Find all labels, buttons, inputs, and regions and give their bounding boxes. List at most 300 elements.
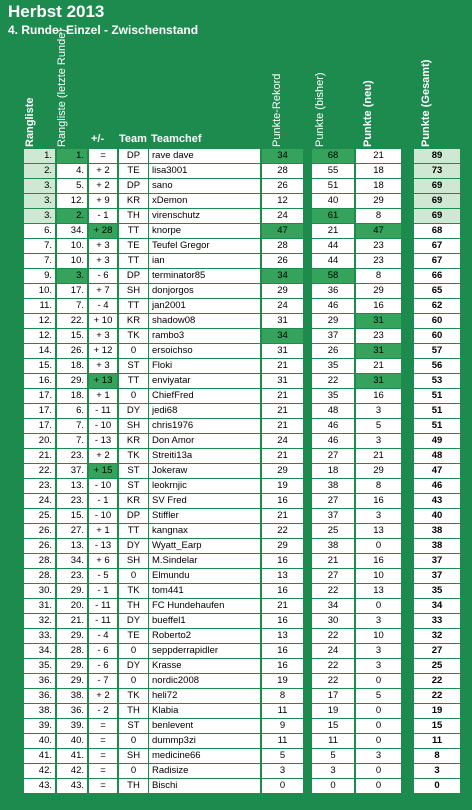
cell-team: ST xyxy=(119,479,148,493)
cell-gesamt: 46 xyxy=(414,479,460,493)
cell-name: Radisize xyxy=(149,764,260,778)
cell-bisher: 26 xyxy=(312,344,354,358)
cell-diff: + 15 xyxy=(89,464,117,478)
cell-prev: 36. xyxy=(57,704,87,718)
cell-neu: 3 xyxy=(356,644,401,658)
table-row xyxy=(0,314,472,329)
cell-neu: 0 xyxy=(356,719,401,733)
cell-bisher: 46 xyxy=(312,419,354,433)
table-row xyxy=(0,359,472,374)
cell-prev: 43. xyxy=(57,779,87,793)
table-row xyxy=(0,209,472,224)
cell-name: Don Amor xyxy=(149,434,260,448)
cell-gesamt: 43 xyxy=(414,494,460,508)
cell-rank: 12. xyxy=(24,314,55,328)
cell-team: TK xyxy=(119,584,148,598)
cell-gesamt: 69 xyxy=(414,209,460,223)
cell-prev: 6. xyxy=(57,404,87,418)
cell-gesamt: 32 xyxy=(414,629,460,643)
cell-prev: 23. xyxy=(57,569,87,583)
cell-rekord: 9 xyxy=(262,719,303,733)
cell-team: 0 xyxy=(119,389,148,403)
cell-bisher: 48 xyxy=(312,404,354,418)
table-row xyxy=(0,734,472,749)
header-rangliste-letzte: Rangliste (letzte Runde) xyxy=(56,28,68,147)
cell-neu: 13 xyxy=(356,524,401,538)
table-row xyxy=(0,374,472,389)
cell-team: TT xyxy=(119,254,148,268)
cell-bisher: 18 xyxy=(312,464,354,478)
cell-neu: 3 xyxy=(356,434,401,448)
table-row xyxy=(0,149,472,164)
cell-neu: 16 xyxy=(356,494,401,508)
cell-prev: 10. xyxy=(57,254,87,268)
cell-diff: - 10 xyxy=(89,509,117,523)
cell-rank: 35. xyxy=(24,659,55,673)
cell-rekord: 28 xyxy=(262,239,303,253)
cell-rekord: 12 xyxy=(262,194,303,208)
cell-rekord: 16 xyxy=(262,644,303,658)
cell-rank: 31. xyxy=(24,599,55,613)
cell-rank: 12. xyxy=(24,329,55,343)
table-row xyxy=(0,224,472,239)
cell-diff: = xyxy=(89,749,117,763)
cell-neu: 3 xyxy=(356,404,401,418)
table-row xyxy=(0,704,472,719)
cell-bisher: 58 xyxy=(312,269,354,283)
cell-neu: 0 xyxy=(356,539,401,553)
cell-diff: + 3 xyxy=(89,254,117,268)
cell-diff: - 4 xyxy=(89,629,117,643)
cell-rank: 10. xyxy=(24,284,55,298)
cell-name: terminator85 xyxy=(149,269,260,283)
cell-team: 0 xyxy=(119,674,148,688)
cell-name: seppderrapidler xyxy=(149,644,260,658)
cell-rekord: 16 xyxy=(262,494,303,508)
cell-rekord: 16 xyxy=(262,659,303,673)
table-row xyxy=(0,239,472,254)
table-row xyxy=(0,569,472,584)
cell-bisher: 44 xyxy=(312,239,354,253)
cell-neu: 0 xyxy=(356,764,401,778)
cell-gesamt: 0 xyxy=(414,779,460,793)
cell-rank: 17. xyxy=(24,404,55,418)
cell-rekord: 47 xyxy=(262,224,303,238)
cell-neu: 0 xyxy=(356,599,401,613)
cell-prev: 40. xyxy=(57,734,87,748)
cell-prev: 5. xyxy=(57,179,87,193)
header-neu: Punkte (neu) xyxy=(362,80,374,147)
header-diff: +/- xyxy=(91,133,105,145)
cell-team: TT xyxy=(119,299,148,313)
cell-diff: - 11 xyxy=(89,404,117,418)
cell-prev: 12. xyxy=(57,194,87,208)
cell-neu: 47 xyxy=(356,224,401,238)
cell-prev: 39. xyxy=(57,719,87,733)
cell-gesamt: 11 xyxy=(414,734,460,748)
cell-diff: + 3 xyxy=(89,329,117,343)
cell-bisher: 21 xyxy=(312,554,354,568)
cell-gesamt: 33 xyxy=(414,614,460,628)
table-row xyxy=(0,554,472,569)
cell-bisher: 11 xyxy=(312,734,354,748)
cell-gesamt: 51 xyxy=(414,404,460,418)
cell-neu: 29 xyxy=(356,284,401,298)
cell-team: KR xyxy=(119,314,148,328)
cell-bisher: 22 xyxy=(312,374,354,388)
cell-bisher: 19 xyxy=(312,704,354,718)
cell-name: rave dave xyxy=(149,149,260,163)
cell-neu: 31 xyxy=(356,314,401,328)
cell-gesamt: 62 xyxy=(414,299,460,313)
cell-bisher: 40 xyxy=(312,194,354,208)
cell-diff: = xyxy=(89,764,117,778)
cell-rekord: 26 xyxy=(262,254,303,268)
cell-rekord: 21 xyxy=(262,449,303,463)
cell-team: SH xyxy=(119,419,148,433)
cell-name: bueffel1 xyxy=(149,614,260,628)
cell-name: enviyatar xyxy=(149,374,260,388)
cell-name: sano xyxy=(149,179,260,193)
cell-bisher: 27 xyxy=(312,569,354,583)
cell-name: ian xyxy=(149,254,260,268)
cell-diff: - 7 xyxy=(89,674,117,688)
cell-rekord: 13 xyxy=(262,569,303,583)
cell-rank: 34. xyxy=(24,644,55,658)
cell-prev: 28. xyxy=(57,644,87,658)
cell-team: TT xyxy=(119,524,148,538)
cell-team: 0 xyxy=(119,644,148,658)
cell-prev: 1. xyxy=(57,149,87,163)
cell-neu: 31 xyxy=(356,344,401,358)
cell-rekord: 13 xyxy=(262,629,303,643)
cell-gesamt: 25 xyxy=(414,659,460,673)
cell-bisher: 38 xyxy=(312,479,354,493)
cell-neu: 0 xyxy=(356,734,401,748)
cell-rank: 38. xyxy=(24,704,55,718)
cell-bisher: 44 xyxy=(312,254,354,268)
cell-diff: + 10 xyxy=(89,314,117,328)
cell-neu: 23 xyxy=(356,254,401,268)
cell-team: TH xyxy=(119,779,148,793)
cell-rank: 26. xyxy=(24,539,55,553)
cell-name: donjorgos xyxy=(149,284,260,298)
cell-prev: 15. xyxy=(57,509,87,523)
cell-rank: 23. xyxy=(24,479,55,493)
cell-team: SH xyxy=(119,554,148,568)
header-team: Team xyxy=(119,133,147,145)
cell-gesamt: 51 xyxy=(414,419,460,433)
cell-prev: 42. xyxy=(57,764,87,778)
cell-gesamt: 51 xyxy=(414,389,460,403)
cell-diff: - 11 xyxy=(89,614,117,628)
cell-neu: 18 xyxy=(356,164,401,178)
cell-prev: 10. xyxy=(57,239,87,253)
cell-rekord: 22 xyxy=(262,524,303,538)
cell-prev: 7. xyxy=(57,419,87,433)
cell-prev: 38. xyxy=(57,689,87,703)
table-row xyxy=(0,779,472,794)
cell-gesamt: 69 xyxy=(414,179,460,193)
cell-rank: 28. xyxy=(24,569,55,583)
cell-name: Stiffler xyxy=(149,509,260,523)
cell-neu: 5 xyxy=(356,689,401,703)
cell-gesamt: 67 xyxy=(414,254,460,268)
cell-bisher: 36 xyxy=(312,284,354,298)
cell-gesamt: 60 xyxy=(414,314,460,328)
cell-rekord: 5 xyxy=(262,749,303,763)
cell-diff: - 1 xyxy=(89,494,117,508)
cell-bisher: 55 xyxy=(312,164,354,178)
cell-bisher: 17 xyxy=(312,689,354,703)
cell-gesamt: 73 xyxy=(414,164,460,178)
cell-diff: + 2 xyxy=(89,449,117,463)
cell-name: ersoichso xyxy=(149,344,260,358)
cell-prev: 34. xyxy=(57,224,87,238)
cell-rekord: 3 xyxy=(262,764,303,778)
cell-bisher: 22 xyxy=(312,674,354,688)
table-row xyxy=(0,599,472,614)
table-row xyxy=(0,749,472,764)
cell-rekord: 28 xyxy=(262,164,303,178)
cell-neu: 31 xyxy=(356,374,401,388)
table-row xyxy=(0,254,472,269)
cell-rank: 22. xyxy=(24,464,55,478)
table-row xyxy=(0,674,472,689)
cell-rekord: 19 xyxy=(262,674,303,688)
cell-rekord: 11 xyxy=(262,734,303,748)
cell-diff: + 28 xyxy=(89,224,117,238)
cell-neu: 0 xyxy=(356,674,401,688)
cell-rekord: 24 xyxy=(262,299,303,313)
cell-diff: - 13 xyxy=(89,434,117,448)
cell-prev: 26. xyxy=(57,344,87,358)
cell-rekord: 8 xyxy=(262,689,303,703)
cell-diff: + 7 xyxy=(89,284,117,298)
cell-neu: 16 xyxy=(356,299,401,313)
cell-rekord: 26 xyxy=(262,179,303,193)
cell-rekord: 19 xyxy=(262,479,303,493)
cell-rekord: 31 xyxy=(262,374,303,388)
cell-name: Floki xyxy=(149,359,260,373)
cell-neu: 16 xyxy=(356,389,401,403)
table-row xyxy=(0,494,472,509)
cell-rank: 6. xyxy=(24,224,55,238)
cell-team: TE xyxy=(119,239,148,253)
cell-rank: 40. xyxy=(24,734,55,748)
cell-diff: + 2 xyxy=(89,179,117,193)
cell-prev: 29. xyxy=(57,659,87,673)
table-row xyxy=(0,659,472,674)
cell-team: KR xyxy=(119,434,148,448)
cell-gesamt: 49 xyxy=(414,434,460,448)
cell-rank: 2. xyxy=(24,164,55,178)
cell-gesamt: 8 xyxy=(414,749,460,763)
cell-bisher: 22 xyxy=(312,584,354,598)
cell-bisher: 34 xyxy=(312,599,354,613)
cell-rekord: 34 xyxy=(262,329,303,343)
cell-gesamt: 48 xyxy=(414,449,460,463)
cell-name: jedi68 xyxy=(149,404,260,418)
cell-bisher: 46 xyxy=(312,299,354,313)
cell-neu: 21 xyxy=(356,449,401,463)
cell-diff: - 1 xyxy=(89,209,117,223)
cell-diff: - 10 xyxy=(89,419,117,433)
cell-rank: 41. xyxy=(24,749,55,763)
cell-rank: 36. xyxy=(24,689,55,703)
cell-name: Roberto2 xyxy=(149,629,260,643)
cell-bisher: 15 xyxy=(312,719,354,733)
table-row xyxy=(0,194,472,209)
cell-rank: 36. xyxy=(24,674,55,688)
cell-name: leokrnjic xyxy=(149,479,260,493)
cell-team: 0 xyxy=(119,344,148,358)
cell-rekord: 21 xyxy=(262,389,303,403)
table-row xyxy=(0,329,472,344)
cell-name: virenschutz xyxy=(149,209,260,223)
cell-neu: 8 xyxy=(356,269,401,283)
table-row xyxy=(0,404,472,419)
table-row xyxy=(0,719,472,734)
cell-name: shadow08 xyxy=(149,314,260,328)
cell-prev: 4. xyxy=(57,164,87,178)
cell-rekord: 29 xyxy=(262,284,303,298)
cell-gesamt: 68 xyxy=(414,224,460,238)
cell-rank: 21. xyxy=(24,449,55,463)
cell-diff: + 9 xyxy=(89,194,117,208)
table-row xyxy=(0,689,472,704)
cell-rank: 20. xyxy=(24,434,55,448)
cell-name: heli72 xyxy=(149,689,260,703)
cell-gesamt: 35 xyxy=(414,584,460,598)
cell-rekord: 24 xyxy=(262,434,303,448)
cell-diff: + 12 xyxy=(89,344,117,358)
cell-name: rambo3 xyxy=(149,329,260,343)
header-teamchef: Teamchef xyxy=(151,133,202,145)
cell-neu: 29 xyxy=(356,194,401,208)
cell-prev: 15. xyxy=(57,329,87,343)
cell-prev: 23. xyxy=(57,494,87,508)
cell-gesamt: 15 xyxy=(414,719,460,733)
cell-diff: = xyxy=(89,779,117,793)
cell-diff: = xyxy=(89,719,117,733)
cell-rank: 25. xyxy=(24,509,55,523)
cell-team: ST xyxy=(119,464,148,478)
cell-rekord: 16 xyxy=(262,584,303,598)
cell-diff: + 1 xyxy=(89,524,117,538)
cell-neu: 0 xyxy=(356,704,401,718)
table-row xyxy=(0,389,472,404)
cell-prev: 21. xyxy=(57,614,87,628)
cell-rekord: 24 xyxy=(262,209,303,223)
cell-name: dummp3zi xyxy=(149,734,260,748)
cell-prev: 7. xyxy=(57,434,87,448)
cell-gesamt: 65 xyxy=(414,284,460,298)
cell-name: knorpe xyxy=(149,224,260,238)
cell-rank: 7. xyxy=(24,239,55,253)
cell-bisher: 37 xyxy=(312,329,354,343)
cell-team: 0 xyxy=(119,569,148,583)
page-title: Herbst 2013 xyxy=(8,2,105,21)
cell-gesamt: 38 xyxy=(414,539,460,553)
cell-rekord: 34 xyxy=(262,269,303,283)
cell-diff: + 1 xyxy=(89,389,117,403)
cell-gesamt: 34 xyxy=(414,599,460,613)
cell-prev: 13. xyxy=(57,539,87,553)
cell-bisher: 3 xyxy=(312,764,354,778)
cell-prev: 41. xyxy=(57,749,87,763)
cell-team: TH xyxy=(119,599,148,613)
cell-gesamt: 66 xyxy=(414,269,460,283)
table-row xyxy=(0,584,472,599)
cell-team: DY xyxy=(119,614,148,628)
cell-gesamt: 37 xyxy=(414,554,460,568)
cell-neu: 21 xyxy=(356,149,401,163)
cell-gesamt: 56 xyxy=(414,359,460,373)
table-row xyxy=(0,449,472,464)
table-row xyxy=(0,269,472,284)
cell-team: DY xyxy=(119,404,148,418)
cell-rekord: 0 xyxy=(262,779,303,793)
cell-name: Bischi xyxy=(149,779,260,793)
cell-gesamt: 53 xyxy=(414,374,460,388)
table-row xyxy=(0,629,472,644)
cell-diff: + 3 xyxy=(89,359,117,373)
cell-name: Teufel Gregor xyxy=(149,239,260,253)
cell-name: lisa3001 xyxy=(149,164,260,178)
cell-diff: - 2 xyxy=(89,704,117,718)
header-gesamt: Punkte (Gesamt) xyxy=(420,59,432,147)
cell-rank: 26. xyxy=(24,524,55,538)
table-row xyxy=(0,164,472,179)
cell-prev: 17. xyxy=(57,284,87,298)
cell-gesamt: 60 xyxy=(414,329,460,343)
cell-prev: 27. xyxy=(57,524,87,538)
cell-name: nordic2008 xyxy=(149,674,260,688)
cell-name: medicine66 xyxy=(149,749,260,763)
cell-rekord: 21 xyxy=(262,509,303,523)
cell-bisher: 38 xyxy=(312,539,354,553)
cell-name: SV Fred xyxy=(149,494,260,508)
cell-rank: 1. xyxy=(24,149,55,163)
header-rekord: Punkte-Rekord xyxy=(271,73,283,147)
header-rangliste: Rangliste xyxy=(24,97,36,147)
cell-team: KR xyxy=(119,194,148,208)
cell-team: ST xyxy=(119,719,148,733)
cell-gesamt: 22 xyxy=(414,674,460,688)
cell-neu: 3 xyxy=(356,749,401,763)
cell-name: ChiefFred xyxy=(149,389,260,403)
cell-rank: 17. xyxy=(24,389,55,403)
cell-bisher: 51 xyxy=(312,179,354,193)
cell-rank: 32. xyxy=(24,614,55,628)
cell-name: M.Sindelar xyxy=(149,554,260,568)
table-row xyxy=(0,764,472,779)
cell-diff: - 6 xyxy=(89,659,117,673)
cell-rekord: 31 xyxy=(262,314,303,328)
cell-rank: 14. xyxy=(24,344,55,358)
cell-gesamt: 22 xyxy=(414,689,460,703)
cell-gesamt: 89 xyxy=(414,149,460,163)
cell-rank: 11. xyxy=(24,299,55,313)
cell-bisher: 0 xyxy=(312,779,354,793)
cell-prev: 2. xyxy=(57,209,87,223)
cell-prev: 29. xyxy=(57,629,87,643)
cell-rank: 24. xyxy=(24,494,55,508)
cell-prev: 7. xyxy=(57,299,87,313)
cell-rekord: 21 xyxy=(262,419,303,433)
cell-name: jan2001 xyxy=(149,299,260,313)
